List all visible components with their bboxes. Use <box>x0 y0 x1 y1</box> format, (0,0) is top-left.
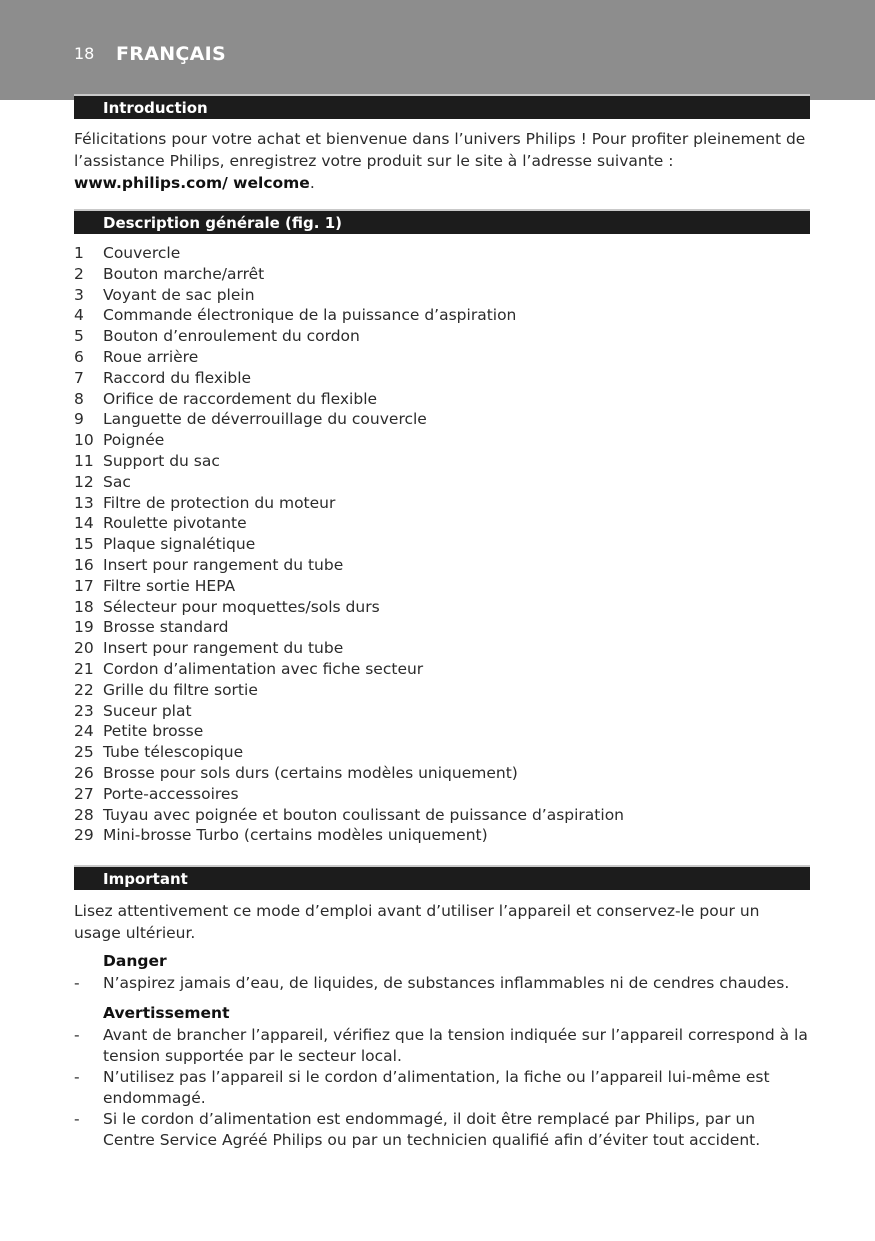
bullet-dash: - <box>74 1068 80 1086</box>
item-number: 27 <box>74 784 94 803</box>
item-number: 18 <box>74 597 94 616</box>
item-number: 7 <box>74 368 84 387</box>
item-label: Brosse standard <box>103 618 229 637</box>
section-bar-description <box>74 209 810 234</box>
item-number: 16 <box>74 555 94 574</box>
item-label: Grille du filtre sortie <box>103 680 258 699</box>
item-number: 4 <box>74 306 84 325</box>
item-number: 2 <box>74 264 84 283</box>
bullet-dash: - <box>74 1110 80 1128</box>
item-label: Sac <box>103 472 131 491</box>
item-label: Insert pour rangement du tube <box>103 555 344 574</box>
warning-item-text: Avant de brancher l’appareil, vérifiez que la tension indiquée sur l’appareil correspond à la tension supportée par le secteur local. <box>103 1026 808 1065</box>
item-label: Plaque signalétique <box>103 535 256 554</box>
item-label: Cordon d’alimentation avec fiche secteur <box>103 659 424 678</box>
item-number: 5 <box>74 327 84 346</box>
item-number: 6 <box>74 347 84 366</box>
section-title-important: Important <box>103 870 188 888</box>
item-label: Suceur plat <box>103 701 192 720</box>
item-label: Filtre de protection du moteur <box>103 493 336 512</box>
item-label: Petite brosse <box>103 722 204 741</box>
item-label: Insert pour rangement du tube <box>103 639 344 658</box>
item-number: 10 <box>74 431 94 450</box>
item-label: Sélecteur pour moquettes/sols durs <box>103 597 380 616</box>
philips-welcome-link[interactable]: www.philips.com/ welcome <box>74 174 310 192</box>
item-number: 1 <box>74 244 84 262</box>
item-label: Mini-brosse Turbo (certains modèles uniquement) <box>103 826 488 845</box>
item-number: 11 <box>74 451 94 470</box>
item-label: Voyant de sac plein <box>103 285 255 304</box>
item-label: Filtre sortie HEPA <box>103 576 236 595</box>
item-label: Roue arrière <box>103 347 199 366</box>
item-number: 13 <box>74 493 94 512</box>
page-number: 18 <box>74 44 95 63</box>
item-label: Couvercle <box>103 244 181 262</box>
item-number: 26 <box>74 763 94 782</box>
warning-item <box>74 1067 810 1109</box>
header-band <box>0 0 875 100</box>
item-number: 21 <box>74 659 94 678</box>
important-intro: Lisez attentivement ce mode d’emploi avant d’utiliser l’appareil et conservez-le pour un usage ultérieur. <box>74 902 760 942</box>
warning-item-text: Si le cordon d’alimentation est endommagé, il doit être remplacé par Philips, par un Centre Service Agréé Philips ou par un technicien qualifié afin d’éviter tout accident. <box>103 1110 761 1149</box>
item-number: 12 <box>74 472 94 491</box>
item-number: 14 <box>74 514 94 533</box>
item-label: Bouton marche/arrêt <box>103 264 265 283</box>
bullet-dash: - <box>74 974 80 992</box>
warning-heading: Avertissement <box>103 1004 230 1022</box>
item-number: 20 <box>74 639 94 658</box>
item-number: 22 <box>74 680 94 699</box>
language-title: FRANÇAIS <box>116 43 227 65</box>
item-label: Commande électronique de la puissance d’aspiration <box>103 306 517 325</box>
warning-item <box>74 1109 810 1151</box>
item-number: 19 <box>74 618 94 637</box>
item-number: 23 <box>74 701 94 720</box>
danger-item <box>74 973 810 994</box>
danger-item-text: N’aspirez jamais d’eau, de liquides, de substances inflammables ni de cendres chaudes. <box>103 974 790 992</box>
item-label: Orifice de raccordement du flexible <box>103 389 378 408</box>
introduction-end: . <box>309 174 315 192</box>
item-number: 28 <box>74 805 94 824</box>
item-label: Languette de déverrouillage du couvercle <box>103 410 427 429</box>
item-label: Roulette pivotante <box>103 514 247 533</box>
item-number: 25 <box>74 743 94 762</box>
item-number: 15 <box>74 535 94 554</box>
item-number: 17 <box>74 576 94 595</box>
bullet-dash: - <box>74 1026 80 1044</box>
section-bar-important <box>74 865 810 890</box>
warning-item <box>74 1025 810 1067</box>
item-label: Porte-accessoires <box>103 784 239 803</box>
item-label: Bouton d’enroulement du cordon <box>103 327 360 346</box>
section-title-introduction: Introduction <box>103 99 208 117</box>
item-label: Support du sac <box>103 451 220 470</box>
introduction-paragraph <box>74 128 810 194</box>
item-label: Tuyau avec poignée et bouton coulissant de puissance d’aspiration <box>103 805 624 824</box>
danger-heading: Danger <box>103 952 167 970</box>
item-label: Tube télescopique <box>103 743 244 762</box>
introduction-text: Félicitations pour votre achat et bienvenue dans l’univers Philips ! Pour profiter pleinement de l’assistance Philips, enregistrez votre produit sur le site à l’adresse suivante : <box>74 130 806 170</box>
item-number: 8 <box>74 389 84 408</box>
item-number: 29 <box>74 826 94 845</box>
section-bar-introduction <box>74 94 810 119</box>
item-label: Brosse pour sols durs (certains modèles uniquement) <box>103 763 518 782</box>
warning-item-text: N’utilisez pas l’appareil si le cordon d’alimentation, la fiche ou l’appareil lui-même est endommagé. <box>103 1068 770 1107</box>
section-title-description: Description générale (fig. 1) <box>103 214 342 232</box>
item-label: Poignée <box>103 431 165 450</box>
item-number: 24 <box>74 722 94 741</box>
item-label: Raccord du flexible <box>103 368 252 387</box>
item-number: 9 <box>74 410 84 429</box>
item-number: 3 <box>74 285 84 304</box>
